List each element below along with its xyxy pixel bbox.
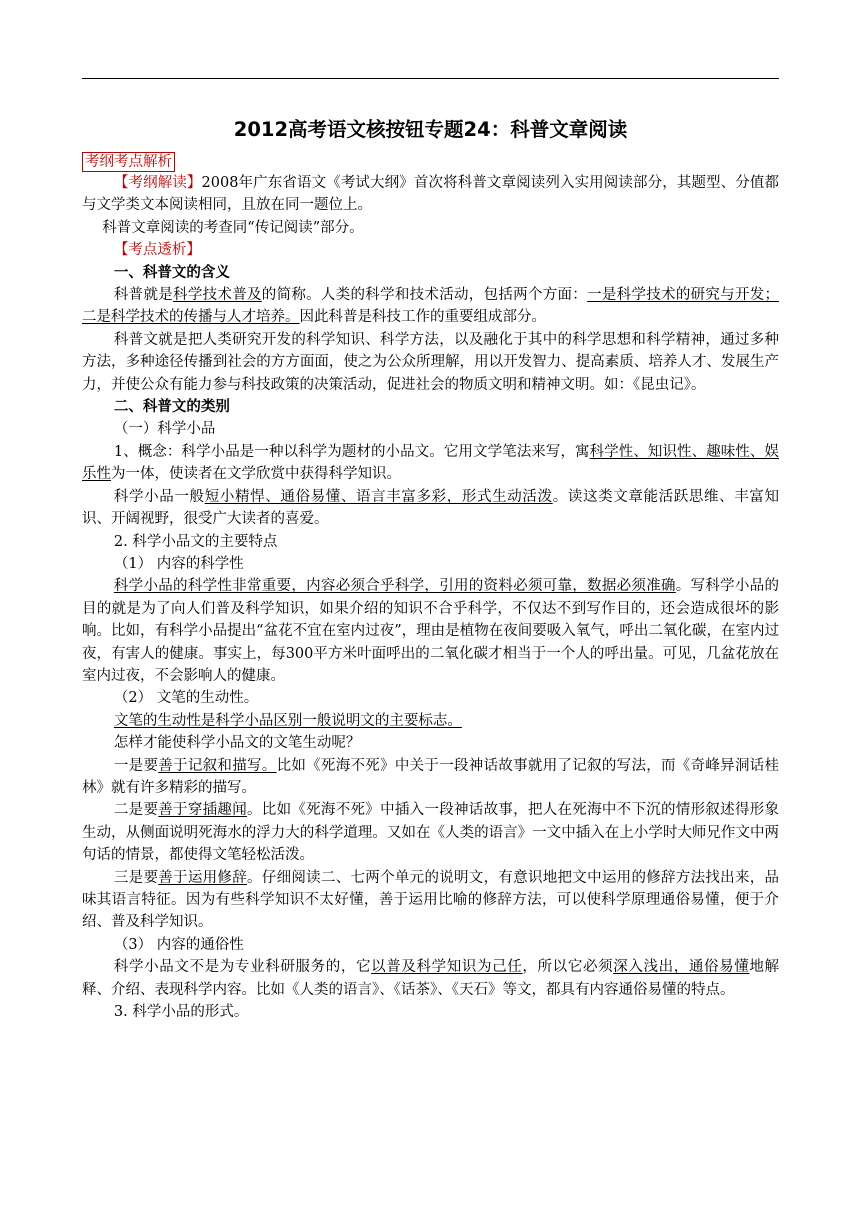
underlined-text: 文笔的生动性是科学小品区别一般说明文的主要标志。 xyxy=(113,712,462,729)
section-label-box: 考纲考点解析 xyxy=(82,152,175,172)
heading-2a: （一）科学小品 xyxy=(113,421,216,438)
underlined-text: 一是科学技术的研究与开发；二是科学技术的传播与人才培养。 xyxy=(82,287,780,326)
heading-4: 3. 科学小品的形式。 xyxy=(113,1004,249,1021)
text-span: 地解释、介绍、表现科学内容。比如《人类的语言》、《话茶》、《天石》等文，都具有内容通俗易懂的特点。 xyxy=(82,959,780,998)
text-span: 科学小品文不是为专业科研服务的，它 xyxy=(113,959,372,976)
text-span: 三是要 xyxy=(113,869,159,886)
underlined-text: 善于运用修辞 xyxy=(158,869,247,886)
paragraph-1 xyxy=(82,284,779,329)
heading-2: 二、科普文的类别 xyxy=(113,398,230,416)
text-span: 科普就是 xyxy=(113,287,174,304)
text-span: 1、概念：科学小品是一种以科学为题材的小品文。它用文学笔法来写，寓 xyxy=(113,443,590,460)
text-span: ，所以它必须 xyxy=(522,959,614,976)
header-rule xyxy=(82,78,779,79)
text-span: 。写科学小品的目的就是为了向人们普及科学知识，如果介绍的知识不合乎科学，不仅达不到写作目的，还会造成很坏的影响。比如，有科学小品提出“盆花不宜在室内过夜”，理由是植物在夜间要吸入氧气，呼出二氧化碳，在室内过夜，有害人的健康。事实上，每300平方米叶面呼出的二氧化碳才相当于一个人的呼出量。可见，几盆花放在室内过夜，不会影响人的健康。 xyxy=(82,578,780,684)
underlined-text: 善于记叙和描写。 xyxy=(158,757,277,774)
kaogang-text: 2008年广东省语文《考试大纲》首次将科普文章阅读列入实用阅读部分，其题型、分值都与文学类文本阅读相同，且放在同一题位上。 xyxy=(82,175,779,214)
underlined-text: 善于穿插趣闻 xyxy=(158,802,247,819)
note-paragraph: 科普文章阅读的考查同“传记阅读”部分。 xyxy=(102,219,364,236)
text-span: 比如《死海不死》中关于一段神话故事就用了记叙的写法，而《奇峰异洞话桂林》就有许多精彩的描写。 xyxy=(82,757,780,796)
paragraph-9 xyxy=(82,799,779,866)
heading-3a: （1） 内容的科学性 xyxy=(113,555,244,572)
text-span: 。仔细阅读二、七两个单元的说明文，有意识地把文中运用的修辞方法找出来，品味其语言特征。因为有些科学知识不太好懂，善于运用比喻的修辞方法，可以使科学原理通俗易懂，便于介绍、普及科学知识。 xyxy=(82,869,780,931)
paragraph-10 xyxy=(82,867,779,934)
paragraph-2: 科普文就是把人类研究开发的科学知识、科学方法，以及融化于其中的科学思想和科学精神，通过多种方法，多种途径传播到社会的方方面面，使之为公众所理解，用以开发智力、提高素质、培养人才、发展生产力，并使公众有能力参与科技政策的决策活动，促进社会的物质文明和精神文明。如：《昆虫记》。 xyxy=(82,331,779,393)
kaodian-label: 【考点透析】 xyxy=(113,242,201,259)
text-span: 科学小品一般 xyxy=(113,488,205,505)
text-span: 的简称。人类的科学和技术活动，包括两个方面： xyxy=(261,287,588,304)
text-span: 。比如《死海不死》中插入一段神话故事，把人在死海中不下沉的情形叙述得形象生动，从侧面说明死海水的浮力大的科学道理。又如在《人类的语言》一文中插入在上小学时大师兄作文中两句话的情景，都使得文笔轻松活泼。 xyxy=(82,802,780,864)
kaogang-label: 【考纲解读】 xyxy=(113,175,202,191)
text-span: 二是要 xyxy=(113,802,159,819)
underlined-text: 深入浅出，通俗易懂 xyxy=(613,959,750,976)
paragraph-8 xyxy=(82,755,779,800)
paragraph-6 xyxy=(82,710,779,732)
page-title: 2012高考语文核按钮专题24：科普文章阅读 xyxy=(233,118,628,141)
heading-3b: （2） 文笔的生动性。 xyxy=(113,690,259,707)
paragraph-5 xyxy=(82,575,779,687)
text-span: 一是要 xyxy=(113,757,159,774)
document-body xyxy=(82,112,779,1023)
heading-1: 一、科普文的含义 xyxy=(113,263,230,281)
underlined-text: 短小精悍、通俗易懂、语言丰富多彩，形式生动活泼 xyxy=(204,488,553,505)
paragraph-4 xyxy=(82,486,779,531)
heading-3: 2. 科学小品文的主要特点 xyxy=(113,533,278,550)
text-span: 为一体，使读者在文学欣赏中获得科学知识。 xyxy=(111,466,401,483)
text-span: 因此科普是科技工作的重要组成部分。 xyxy=(299,309,546,326)
paragraph-3 xyxy=(82,441,779,486)
heading-3c: （3） 内容的通俗性 xyxy=(113,936,244,953)
underlined-text: 科学小品的科学性非常重要，内容必须合乎科学，引用的资料必须可靠，数据必须准确 xyxy=(113,578,676,595)
underlined-text: 科学技术普及 xyxy=(173,287,262,304)
underlined-text: 科学性、知识性、趣味性、娱乐性 xyxy=(82,443,779,483)
paragraph-11 xyxy=(82,956,779,1001)
kaodian-paragraph xyxy=(82,239,779,261)
kaogang-paragraph xyxy=(82,172,779,217)
paragraph-7: 怎样才能使科学小品文的文笔生动呢？ xyxy=(113,735,361,752)
underlined-text: 以普及科学知识为己任 xyxy=(371,959,523,976)
text-span: 。读这类文章能活跃思维、丰富知识、开阔视野，很受广大读者的喜爱。 xyxy=(82,488,780,528)
